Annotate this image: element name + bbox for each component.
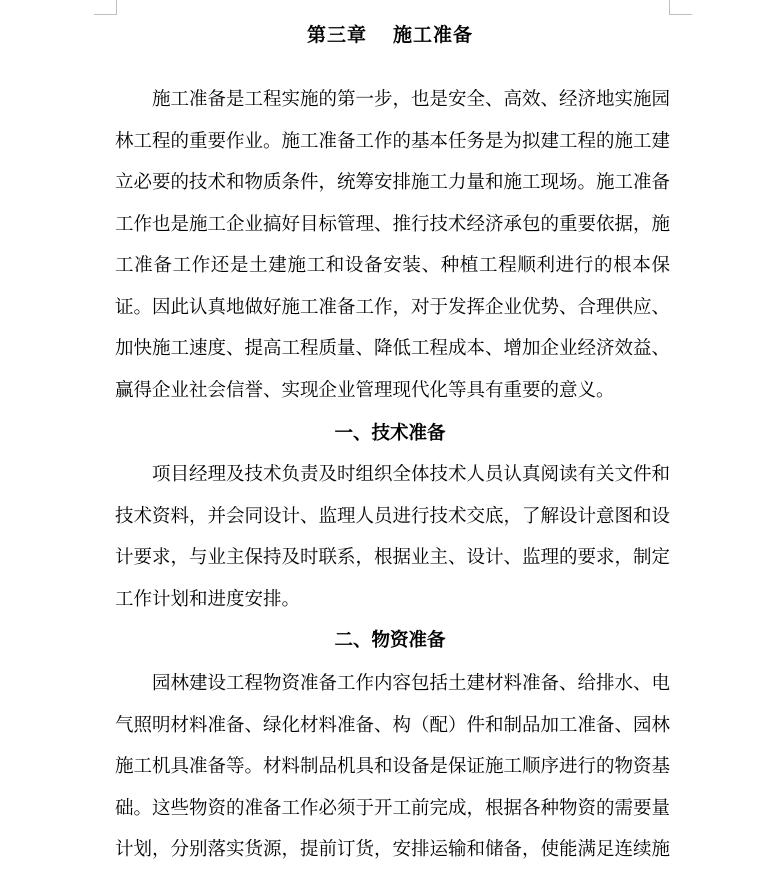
intro-paragraph: 施工准备是工程实施的第一步，也是安全、高效、经济地实施园林工程的重要作业。施工准备工作的基本任务是为拟建工程的施工建立必要的技术和物质条件，统筹安排施工力量和施工现场。施工准备工作也是施工企业搞好目标管理、推行技术经济承包的重要依据，施工准备工作还是土建施工和设备安装、种植工程顺利进行的根本保证。因此认真地做好施工准备工作，对于发挥企业优势、合理供应、加快施工速度、提高工程质量、降低工程成本、增加企业经济效益、赢得企业社会信誉、实现企业管理现代化等具有重要的意义。 bbox=[115, 89, 671, 401]
chapter-number: 第三章 bbox=[306, 24, 367, 46]
chapter-title bbox=[0, 21, 780, 49]
margin-corner-mark-left bbox=[94, 0, 117, 15]
margin-corner-mark-right bbox=[669, 0, 692, 15]
section-paragraph-technical: 项目经理及技术负责及时组织全体技术人员认真阅读有关文件和技术资料，并会同设计、监理人员进行技术交底，了解设计意图和设计要求，与业主保持及时联系，根据业主、设计、监理的要求，制定工作计划和进度安排。 bbox=[115, 464, 671, 610]
section-heading-technical: 一、技术准备 bbox=[334, 423, 446, 444]
section-paragraph-material: 园林建设工程物资准备工作内容包括土建材料准备、给排水、电气照明材料准备、绿化材料准备、构（配）件和制品加工准备、园林施工机具准备等。材料制品机具和设备是保证施工顺序进行的物资基础。这些物资的准备工作必须于开工前完成，根据各种物资的需要量计划，分别落实货源，提前订货，安排运输和储备，使能满足连续施 bbox=[115, 673, 671, 860]
chapter-name: 施工准备 bbox=[393, 24, 474, 46]
section-heading-material: 二、物资准备 bbox=[334, 630, 446, 651]
